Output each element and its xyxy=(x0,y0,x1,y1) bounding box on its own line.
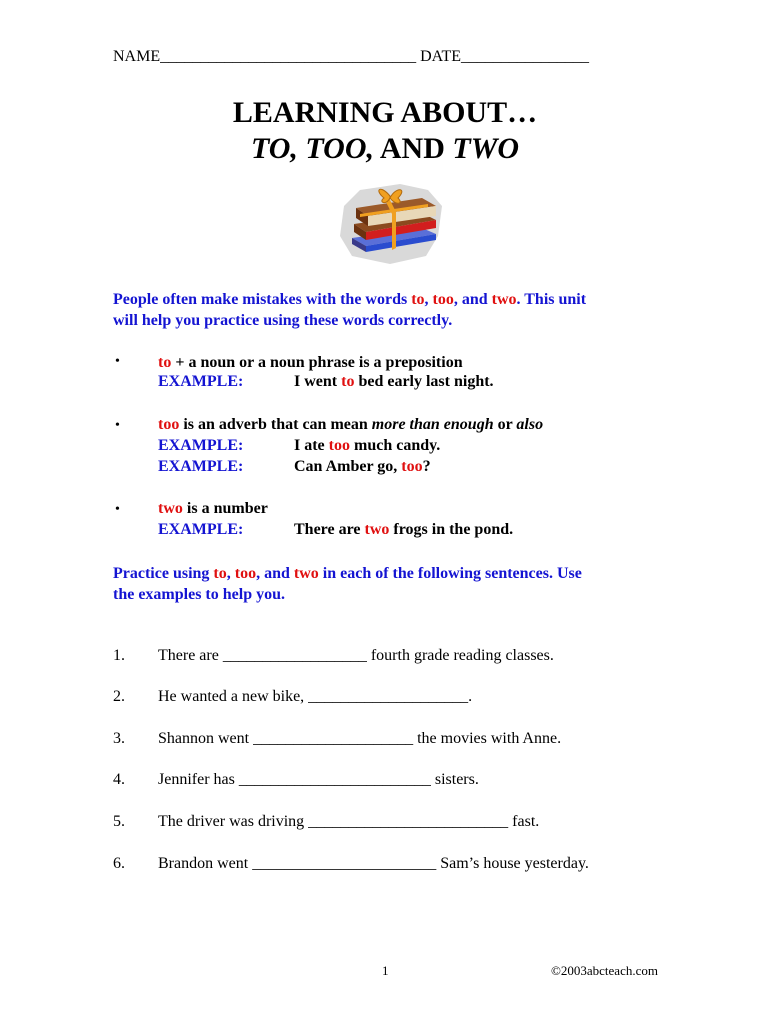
rule-too xyxy=(158,416,543,434)
rule-word: too xyxy=(158,416,180,433)
intro-line2: will help you practice using these words correctly. xyxy=(113,312,453,329)
example-text: I ate xyxy=(294,437,329,454)
title-line1: LEARNING ABOUT… xyxy=(232,96,538,129)
example-text: ? xyxy=(422,458,431,475)
practice-sentence[interactable]: He wanted a new bike, ____________________. xyxy=(158,688,473,705)
rule-desc: or xyxy=(493,416,517,433)
intro-word-too: too xyxy=(432,291,454,308)
intro-word-to: to xyxy=(411,291,425,308)
practice-instructions xyxy=(113,563,582,605)
sentence-number: 2. xyxy=(113,688,125,705)
practice-sentence[interactable]: There are __________________ fourth grade reading classes. xyxy=(158,647,554,664)
practice-text: Practice using xyxy=(113,565,214,582)
example-text: bed early last night. xyxy=(354,373,494,390)
example-sentence xyxy=(294,521,513,539)
practice-sep: , xyxy=(226,565,235,582)
title-to: TO, xyxy=(250,132,298,165)
intro-text: People often make mistakes with the words xyxy=(113,291,412,308)
rule-desc: is an adverb that can mean xyxy=(179,416,372,433)
rule-desc-italic: also xyxy=(516,416,544,433)
practice-text: in each of the following sentences. Use xyxy=(318,565,582,582)
example-word: too xyxy=(328,437,350,454)
example-word: to xyxy=(341,373,355,390)
title-two: TWO xyxy=(452,132,520,165)
practice-sentence[interactable]: Brandon went _______________________ Sam’s house yesterday. xyxy=(158,855,589,872)
rule-desc-italic: more than enough xyxy=(371,416,494,433)
example-label: EXAMPLE: xyxy=(158,458,244,475)
title-too: TOO, xyxy=(305,132,375,165)
intro-paragraph xyxy=(113,289,586,331)
rule-desc: is a number xyxy=(182,500,268,517)
page-subtitle xyxy=(0,131,770,167)
practice-sentence[interactable]: Jennifer has ________________________ sisters. xyxy=(158,771,479,788)
bullet: • xyxy=(115,502,120,517)
example-label: EXAMPLE: xyxy=(158,521,244,538)
example-sentence xyxy=(294,458,431,476)
date-field[interactable]: ________________ xyxy=(461,48,589,65)
practice-word-to: to xyxy=(213,565,227,582)
example-label: EXAMPLE: xyxy=(158,373,244,390)
sentence-number: 6. xyxy=(113,855,125,872)
header-line xyxy=(113,48,589,66)
sentence-number: 4. xyxy=(113,771,125,788)
name-label: NAME xyxy=(113,48,161,65)
example-word: two xyxy=(364,521,390,538)
practice-line2: the examples to help you. xyxy=(113,586,285,603)
example-word: too xyxy=(401,458,423,475)
title-and: AND xyxy=(379,132,445,165)
example-text: Can Amber go, xyxy=(294,458,402,475)
sentence-number: 1. xyxy=(113,647,125,664)
rule-desc: + a noun or a noun phrase is a preposition xyxy=(171,354,463,371)
rule-word: two xyxy=(158,500,183,517)
bullet: • xyxy=(115,418,120,433)
example-sentence xyxy=(294,373,494,391)
page-number: 1 xyxy=(382,963,389,978)
practice-sentence[interactable]: The driver was driving _________________________ fast. xyxy=(158,813,540,830)
example-sentence xyxy=(294,437,440,455)
example-label: EXAMPLE: xyxy=(158,437,244,454)
copyright: ©2003abcteach.com xyxy=(551,963,658,978)
example-text: There are xyxy=(294,521,365,538)
intro-word-two: two xyxy=(491,291,517,308)
date-label: DATE xyxy=(420,48,461,65)
books-clipart-icon xyxy=(330,176,450,268)
example-text: much candy. xyxy=(349,437,441,454)
example-text: I went xyxy=(294,373,342,390)
rule-to xyxy=(158,352,463,373)
intro-sep: , xyxy=(424,291,433,308)
rule-word: to xyxy=(158,354,172,371)
page-title xyxy=(0,95,770,131)
sentence-number: 3. xyxy=(113,730,125,747)
practice-sentence[interactable]: Shannon went ____________________ the movies with Anne. xyxy=(158,730,562,747)
practice-sep: , and xyxy=(256,565,294,582)
example-text: frogs in the pond. xyxy=(389,521,514,538)
bullet: • xyxy=(115,354,120,369)
intro-text: . This unit xyxy=(516,291,587,308)
intro-sep: , and xyxy=(453,291,492,308)
name-field[interactable]: ________________________________ xyxy=(160,48,417,65)
rule-two xyxy=(158,500,268,518)
practice-word-two: two xyxy=(293,565,319,582)
practice-word-too: too xyxy=(234,565,257,582)
sentence-number: 5. xyxy=(113,813,125,830)
